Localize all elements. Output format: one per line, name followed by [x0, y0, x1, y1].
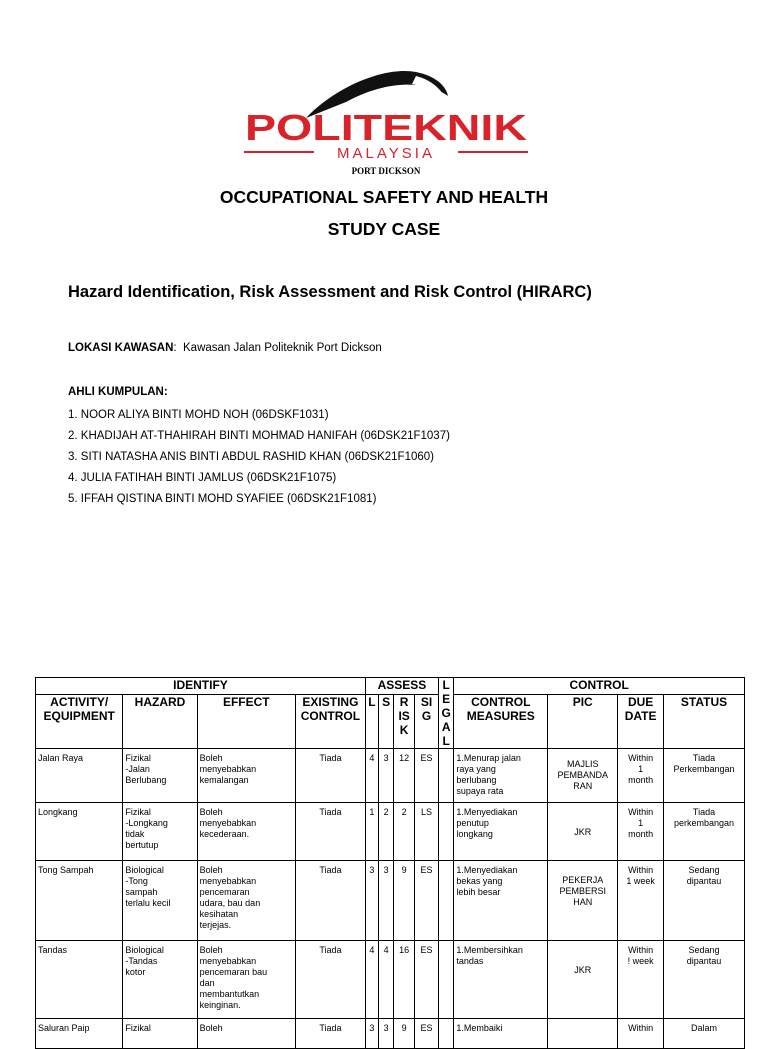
- cell-sig: ES: [415, 861, 439, 941]
- control-header: CONTROL: [454, 678, 745, 695]
- col-activity: ACTIVITY/ EQUIPMENT: [36, 695, 123, 749]
- cell-legal: [439, 803, 454, 861]
- cell-measures: 1.Menyediakan penutup longkang: [454, 803, 548, 861]
- lokasi-value: Kawasan Jalan Politeknik Port Dickson: [183, 342, 382, 354]
- member-item: 1. NOOR ALIYA BINTI MOHD NOH (06DSKF1031): [68, 409, 329, 421]
- col-risk: R IS K: [394, 695, 415, 749]
- member-item: 5. IFFAH QISTINA BINTI MOHD SYAFIEE (06DSK21F1081): [68, 493, 377, 505]
- cell-hazard: Fizikal -Jalan Berlubang: [123, 749, 197, 803]
- cell-sig: LS: [415, 803, 439, 861]
- table-row: [36, 803, 745, 861]
- cell-sig: ES: [415, 749, 439, 803]
- cell-existing: Tiada: [295, 861, 365, 941]
- cell-effect: Boleh menyebabkan pencemaran udara, bau dan kesihatan terjejas.: [197, 861, 295, 941]
- logo-brand-text: POLITEKNIK: [245, 107, 527, 148]
- ahli-kumpulan-label: AHLI KUMPULAN:: [68, 386, 168, 398]
- cell-pic: JKR: [548, 803, 618, 861]
- cell-measures: 1.Menyediakan bekas yang lebih besar: [454, 861, 548, 941]
- cell-existing: Tiada: [295, 803, 365, 861]
- cell-pic: JKR: [548, 941, 618, 1019]
- cell-legal: [439, 1019, 454, 1049]
- cell-effect: Boleh menyebabkan kecederaan.: [197, 803, 295, 861]
- cell-effect: Boleh menyebabkan pencemaran bau dan membantutkan keinginan.: [197, 941, 295, 1019]
- cell-status: Tiada perkembangan: [664, 803, 745, 861]
- legal-header: L E G A L: [439, 678, 454, 749]
- cell-activity: Tandas: [36, 941, 123, 1019]
- cell-measures: 1.Menurap jalan raya yang berlubang supaya rata: [454, 749, 548, 803]
- col-existing-control: EXISTING CONTROL: [295, 695, 365, 749]
- col-control-measures: CONTROL MEASURES: [454, 695, 548, 749]
- lokasi-label: LOKASI KAWASAN: [68, 342, 174, 354]
- cell-status: Sedang dipantau: [664, 861, 745, 941]
- cell-due: Within 1 week: [618, 861, 664, 941]
- cell-s: 2: [378, 803, 393, 861]
- cell-pic: PEKERJA PEMBERSI HAN: [548, 861, 618, 941]
- cell-due: Within 1 month: [618, 803, 664, 861]
- cell-l: 3: [365, 1019, 378, 1049]
- table-row: [36, 941, 745, 1019]
- cell-risk: 2: [394, 803, 415, 861]
- politeknik-logo: [236, 66, 536, 178]
- member-item: 4. JULIA FATIHAH BINTI JAMLUS (06DSK21F1075): [68, 472, 337, 484]
- cell-due: Within ! week: [618, 941, 664, 1019]
- cell-legal: [439, 941, 454, 1019]
- table-row: [36, 1019, 745, 1049]
- cell-risk: 16: [394, 941, 415, 1019]
- col-status: STATUS: [664, 695, 745, 749]
- table-row: [36, 861, 745, 941]
- cell-hazard: Fizikal: [123, 1019, 197, 1049]
- cell-l: 4: [365, 749, 378, 803]
- col-sig: SI G: [415, 695, 439, 749]
- cell-hazard: Biological -Tandas kotor: [123, 941, 197, 1019]
- cell-activity: Tong Sampah: [36, 861, 123, 941]
- doc-title-line1: OCCUPATIONAL SAFETY AND HEALTH: [219, 187, 549, 207]
- cell-risk: 12: [394, 749, 415, 803]
- cell-risk: 9: [394, 1019, 415, 1049]
- col-effect: EFFECT: [197, 695, 295, 749]
- cell-sig: ES: [415, 941, 439, 1019]
- cell-s: 4: [378, 941, 393, 1019]
- cell-status: Dalam: [664, 1019, 745, 1049]
- cell-measures: 1.Membaiki: [454, 1019, 548, 1049]
- cell-activity: Jalan Raya: [36, 749, 123, 803]
- table-row: [36, 749, 745, 803]
- col-l: L: [365, 695, 378, 749]
- hirarc-table: [35, 677, 745, 1049]
- member-item: 2. KHADIJAH AT-THAHIRAH BINTI MOHMAD HANIFAH (06DSK21F1037): [68, 430, 450, 442]
- cell-l: 3: [365, 861, 378, 941]
- col-s: S: [378, 695, 393, 749]
- cell-activity: Saluran Paip: [36, 1019, 123, 1049]
- cell-effect: Boleh menyebabkan kemalangan: [197, 749, 295, 803]
- col-hazard: HAZARD: [123, 695, 197, 749]
- cell-status: Sedang dipantau: [664, 941, 745, 1019]
- cell-pic: MAJLIS PEMBANDA RAN: [548, 749, 618, 803]
- doc-title-line2: STUDY CASE: [327, 219, 441, 239]
- logo-country-text: MALAYSIA: [337, 145, 435, 162]
- cell-status: Tiada Perkembangan: [664, 749, 745, 803]
- cell-hazard: Biological -Tong sampah terlalu kecil: [123, 861, 197, 941]
- logo-campus-text: PORT DICKSON: [351, 166, 421, 176]
- cell-hazard: Fizikal -Longkang tidak bertutup: [123, 803, 197, 861]
- member-item: 3. SITI NATASHA ANIS BINTI ABDUL RASHID KHAN (06DSK21F1060): [68, 451, 434, 463]
- cell-l: 1: [365, 803, 378, 861]
- group-header-row: [36, 678, 745, 695]
- cell-pic: [548, 1019, 618, 1049]
- col-due-date: DUE DATE: [618, 695, 664, 749]
- column-header-row: [36, 695, 745, 749]
- cell-s: 3: [378, 861, 393, 941]
- cell-l: 4: [365, 941, 378, 1019]
- cell-due: Within 1 month: [618, 749, 664, 803]
- cell-sig: ES: [415, 1019, 439, 1049]
- hirarc-heading: Hazard Identification, Risk Assessment and Risk Control (HIRARC): [68, 283, 592, 301]
- cell-existing: Tiada: [295, 941, 365, 1019]
- col-pic: PIC: [548, 695, 618, 749]
- assess-header: ASSESS: [365, 678, 438, 695]
- cell-due: Within: [618, 1019, 664, 1049]
- cell-legal: [439, 749, 454, 803]
- cell-s: 3: [378, 749, 393, 803]
- cell-activity: Longkang: [36, 803, 123, 861]
- identify-header: IDENTIFY: [36, 678, 366, 695]
- member-list: [68, 408, 450, 513]
- cell-effect: Boleh: [197, 1019, 295, 1049]
- cell-s: 3: [378, 1019, 393, 1049]
- cell-risk: 9: [394, 861, 415, 941]
- cell-existing: Tiada: [295, 1019, 365, 1049]
- lokasi-line: LOKASI KAWASAN: Kawasan Jalan Politeknik Port Dickson: [68, 342, 382, 354]
- cell-existing: Tiada: [295, 749, 365, 803]
- cell-measures: 1.Membersihkan tandas: [454, 941, 548, 1019]
- cell-legal: [439, 861, 454, 941]
